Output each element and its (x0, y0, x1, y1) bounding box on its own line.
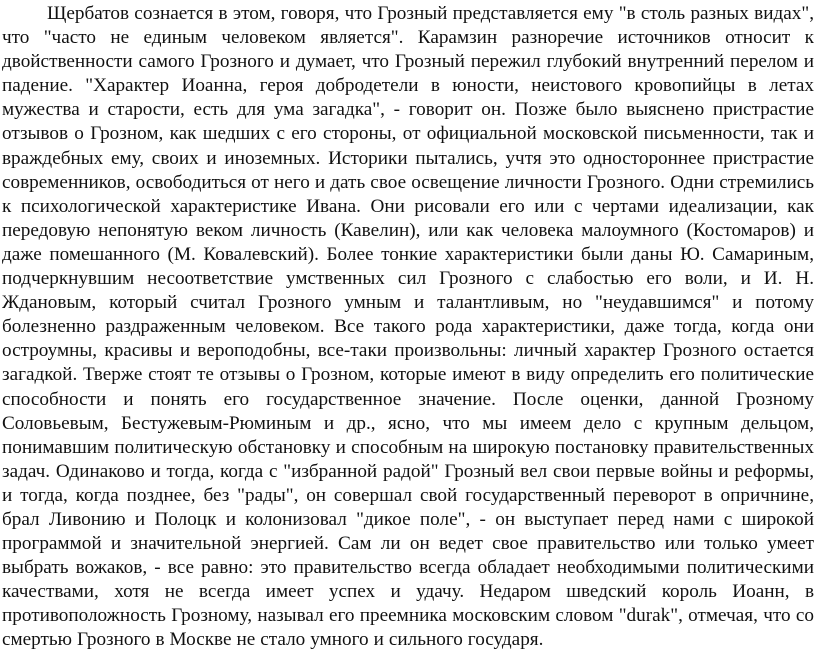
body-paragraph: Щербатов сознается в этом, говоря, что Грозный представляется ему "в столь разных видах", что "часто не единым человеком является". Карамзин разноречие источников относит к двойственности самого Грозного и думает, что Грозный пережил глубокий внутренний перелом и падение. "Характер Иоанна, героя добродетели в юности, неистового кровопийцы в летах мужества и старости, есть для ума загадка", - говорит он. Позже было выяснено пристрастие отзывов о Грозном, как шедших с его стороны, от официальной московской письменности, так и враждебных ему, своих и иноземных. Историки пытались, учтя это одностороннее пристрастие современников, освободиться от него и дать свое освещение личности Грозного. Одни стремились к психологической характеристике Ивана. Они рисовали его или с чертами идеализации, как передовую непонятую веком личность (Кавелин), или как человека малоумного (Костомаров) и даже помешанного (М. Ковалевский). Более тонкие характеристики были даны Ю. Самариным, подчеркнувшим несоответствие умственных сил Грозного с слабостью его воли, и И. Н. Ждановым, который считал Грозного умным и талантливым, но "неудавшимся" и потому болезненно раздраженным человеком. Все такого рода характеристики, даже тогда, когда они остроумны, красивы и вероподобны, все-таки произвольны: личный характер Грозного остается загадкой. Тверже стоят те отзывы о Грозном, которые имеют в виду определить его политические способности и понять его государственное значение. После оценки, данной Грозному Соловьевым, Бестужевым-Рюминым и др., ясно, что мы имеем дело с крупным дельцом, понимавшим политическую обстановку и способным на широкую постановку правительственных задач. Одинаково и тогда, когда с "избранной радой" Грозный вел свои первые войны и реформы, и тогда, когда позднее, без "рады", он совершал свой государственный переворот в опричнине, брал Ливонию и Полоцк и колонизовал "дикое поле", - он выступает перед нами с широкой программой и значительной энергией. Сам ли он ведет свое правительство или только умеет выбрать вожаков, - все равно: это правительство всегда обладает необходимыми политическими качествами, хотя не всегда имеет успех и удачу. Недаром шведский король Иоанн, в противоположность Грозному, называл его преемника московским словом "durak", отмечая, что со смертью Грозного в Москве не стало умного и сильного государя. (2, 3, 814, 651)
